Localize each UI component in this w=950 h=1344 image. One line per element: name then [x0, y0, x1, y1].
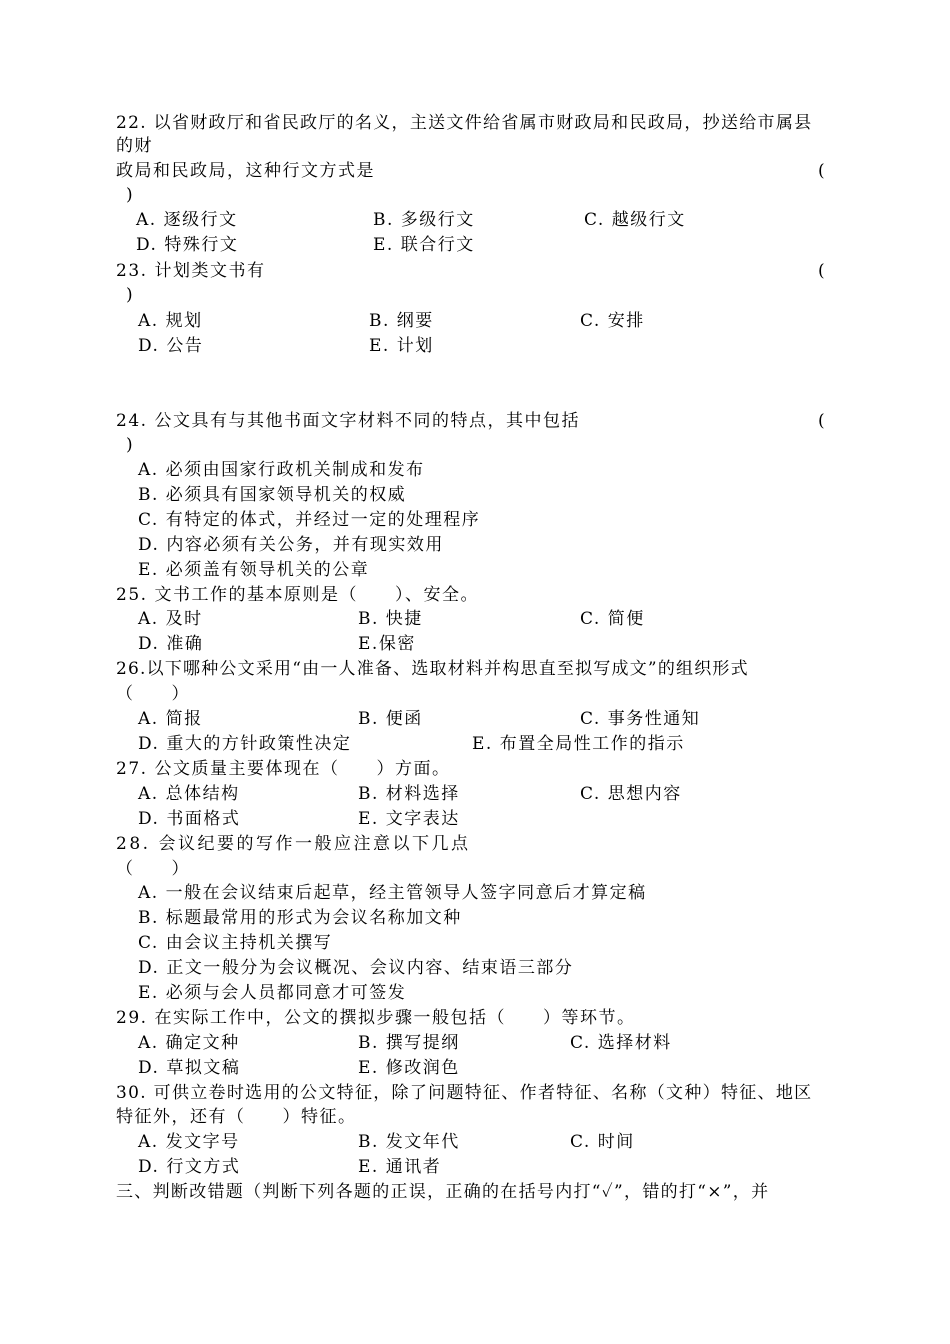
q25-option-c: C. 简便 [580, 609, 645, 629]
q29-option-c: C. 选择材料 [570, 1033, 672, 1053]
q23-option-d: D. 公告 [138, 336, 204, 356]
q22-option-a: A. 逐级行文 [136, 210, 238, 230]
q29-option-e: E. 修改润色 [358, 1058, 460, 1078]
q22-option-b: B. 多级行文 [373, 210, 475, 230]
q24-option-e: E. 必须盖有领导机关的公章 [138, 560, 370, 580]
q24-paren-close: ) [126, 435, 135, 455]
q23-paren-close: ) [126, 285, 135, 305]
q23-option-c: C. 安排 [580, 311, 645, 331]
q26-line1: 26.以下哪种公文采用“由一人准备、选取材料并构思直至拟写成文”的组织形式 [116, 659, 749, 679]
q28-option-e: E. 必须与会人员都同意才可签发 [138, 983, 407, 1003]
q27-option-b: B. 材料选择 [358, 784, 460, 804]
q28-option-c: C. 由会议主持机关撰写 [138, 933, 333, 953]
q28-option-b: B. 标题最常用的形式为会议名称加文种 [138, 908, 462, 928]
q30-option-e: E. 通讯者 [358, 1157, 442, 1177]
q27-option-a: A. 总体结构 [138, 784, 240, 804]
q22-paren-close: ) [126, 185, 135, 205]
q24-option-d: D. 内容必须有关公务，并有现实效用 [138, 535, 444, 555]
q29-line1: 29. 在实际工作中，公文的撰拟步骤一般包括（ ）等环节。 [116, 1008, 636, 1028]
q25-option-d: D. 准确 [138, 634, 204, 654]
q27-option-c: C. 思想内容 [580, 784, 682, 804]
q27-option-e: E. 文字表达 [358, 809, 460, 829]
q28-line1: 28. 会议纪要的写作一般应注意以下几点 [116, 834, 471, 854]
q29-option-a: A. 确定文种 [138, 1033, 240, 1053]
q26-option-d: D. 重大的方针政策性决定 [138, 734, 352, 754]
q26-line2: （ ） [116, 684, 190, 704]
q30-option-a: A. 发文字号 [138, 1132, 240, 1152]
q29-option-b: B. 撰写提纲 [358, 1033, 460, 1053]
q30-line2: 特征外，还有（ ）特征。 [116, 1107, 357, 1127]
q25-option-e: E.保密 [358, 634, 416, 654]
q22-option-e: E. 联合行文 [373, 235, 475, 255]
q22-option-d: D. 特殊行文 [136, 235, 239, 255]
q27-line1: 27. 公文质量主要体现在（ ）方面。 [116, 759, 451, 779]
q27-option-d: D. 书面格式 [138, 809, 241, 829]
q26-option-e: E. 布置全局性工作的指示 [472, 734, 685, 754]
q30-line1: 30. 可供立卷时选用的公文特征，除了问题特征、作者特征、名称（文种）特征、地区 [116, 1083, 813, 1103]
q22-line2: 的财 [116, 136, 153, 156]
q30-option-c: C. 时间 [570, 1132, 635, 1152]
q24-line1: 24. 公文具有与其他书面文字材料不同的特点，其中包括 [116, 411, 580, 431]
q28-option-d: D. 正文一般分为会议概况、会议内容、结束语三部分 [138, 958, 574, 978]
q25-option-b: B. 快捷 [358, 609, 423, 629]
q22-line1: 22. 以省财政厅和省民政厅的名义，主送文件给省属市财政局和民政局，抄送给市属县 [116, 113, 813, 133]
q30-option-b: B. 发文年代 [358, 1132, 460, 1152]
q25-line1: 25. 文书工作的基本原则是（ ）、安全。 [116, 585, 479, 605]
q23-line1: 23. 计划类文书有 [116, 261, 266, 281]
q26-option-c: C. 事务性通知 [580, 709, 701, 729]
q22-paren-open: ( [818, 161, 827, 181]
q23-option-e: E. 计划 [369, 336, 434, 356]
q28-option-a: A. 一般在会议结束后起草，经主管领导人签字同意后才算定稿 [138, 883, 647, 903]
q23-option-a: A. 规划 [138, 311, 203, 331]
q24-paren-open: ( [818, 411, 827, 431]
q23-paren-open: ( [818, 261, 827, 281]
q29-option-d: D. 草拟文稿 [138, 1058, 241, 1078]
q25-option-a: A. 及时 [138, 609, 203, 629]
q24-option-a: A. 必须由国家行政机关制成和发布 [138, 460, 425, 480]
section3-heading: 三、判断改错题（判断下列各题的正误，正确的在括号内打“✓”，错的打“×”，并 [116, 1182, 770, 1202]
q28-line2: （ ） [116, 859, 190, 879]
q26-option-b: B. 便函 [358, 709, 423, 729]
q24-option-b: B. 必须具有国家领导机关的权威 [138, 485, 407, 505]
q26-option-a: A. 简报 [138, 709, 203, 729]
q22-line3: 政局和民政局，这种行文方式是 [116, 161, 375, 181]
q24-option-c: C. 有特定的体式，并经过一定的处理程序 [138, 510, 481, 530]
q22-option-c: C. 越级行文 [584, 210, 686, 230]
q30-option-d: D. 行文方式 [138, 1157, 241, 1177]
q23-option-b: B. 纲要 [369, 311, 434, 331]
